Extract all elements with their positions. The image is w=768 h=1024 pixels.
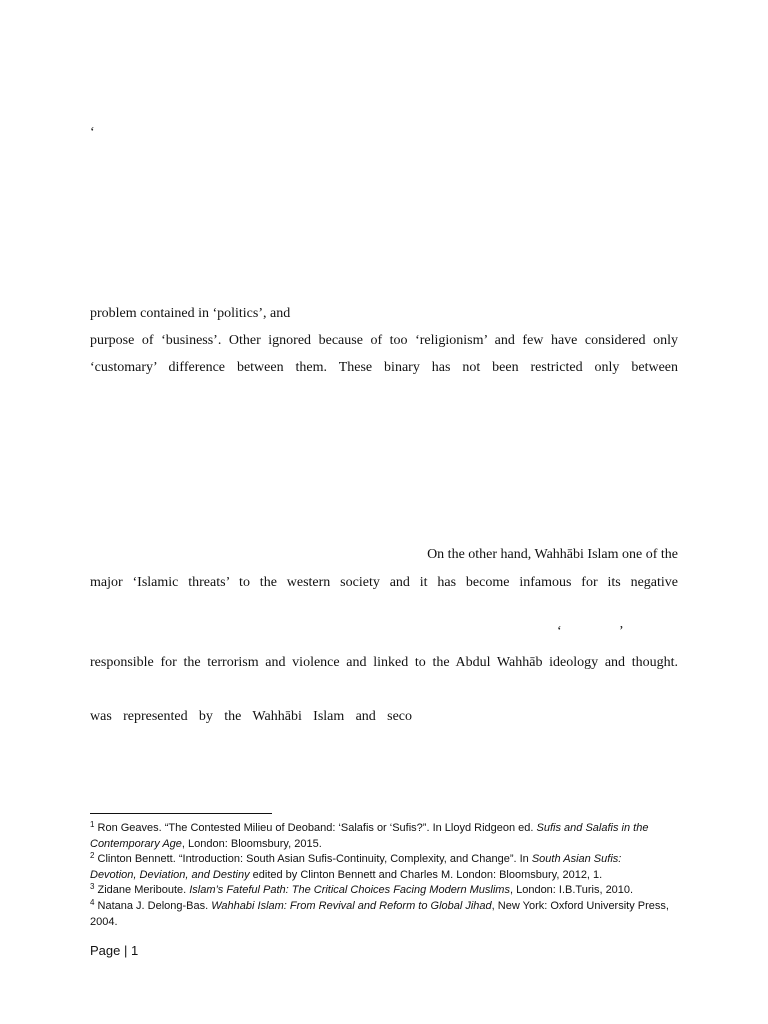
footnote-number: 3: [90, 882, 95, 891]
footnote-title: South Asian Sufis: Devotion, Deviation, and Destiny: [90, 853, 622, 881]
footnote-text: Zidane Meriboute.: [97, 884, 190, 896]
body-text-line: was represented by the Wahhābi Islam and seco: [90, 709, 412, 724]
footnote-text: , London: I.B.Turis, 2010.: [509, 884, 634, 896]
footnote-text: , London: Bloomsbury, 2015.: [181, 837, 322, 850]
stray-quote-mark: ’: [619, 624, 624, 639]
body-text-line: problem contained in ‘politics’, and: [90, 306, 291, 321]
body-text-line: responsible for the terrorism and violence and linked to the Abdul Wahhāb ideology and thought.: [90, 655, 678, 670]
footnote-title: Sufis and Salafis in the Contemporary Age: [90, 822, 649, 850]
footnote-separator: [90, 813, 272, 814]
page-number: Page | 1: [90, 943, 139, 958]
body-text-line: On the other hand, Wahhābi Islam one of the: [427, 547, 678, 562]
footnote-text: , New York: Oxford University Press, 2004.: [90, 900, 669, 928]
footnote-title: Wahhabi Islam: From Revival and Reform to Global Jihad: [211, 900, 492, 912]
footnote-text: Ron Geaves. “The Contested Milieu of Deoband: ‘Salafis or ‘Sufis?”. In Lloyd Ridgeon ed.: [97, 822, 537, 834]
footnote: [90, 883, 670, 899]
footnote-text: Natana J. Delong-Bas.: [97, 900, 212, 912]
footnote-text: Clinton Bennett. “Introduction: South Asian Sufis-Continuity, Complexity, and Change”. In: [97, 853, 532, 865]
footnote-number: 2: [90, 851, 95, 860]
body-text-line: ‘customary’ difference between them. These binary has not been restricted only between: [90, 360, 678, 375]
footnote-title: Islam’s Fateful Path: The Critical Choices Facing Modern Muslims: [189, 884, 510, 896]
body-text-line: major ‘Islamic threats’ to the western society and it has become infamous for its negative: [90, 575, 678, 590]
footnote-number: 4: [90, 898, 95, 907]
footnote: [90, 821, 670, 852]
footnote-text: edited by Clinton Bennett and Charles M. London: Bloomsbury, 2012, 1.: [249, 868, 603, 881]
stray-quote-mark: ‘: [90, 125, 95, 140]
body-text-line: purpose of ‘business’. Other ignored because of too ‘religionism’ and few have considered only: [90, 333, 678, 348]
stray-quote-mark: ‘: [557, 624, 562, 639]
footnote-number: 1: [90, 820, 95, 829]
footnote: [90, 852, 670, 883]
footnote: [90, 899, 670, 930]
